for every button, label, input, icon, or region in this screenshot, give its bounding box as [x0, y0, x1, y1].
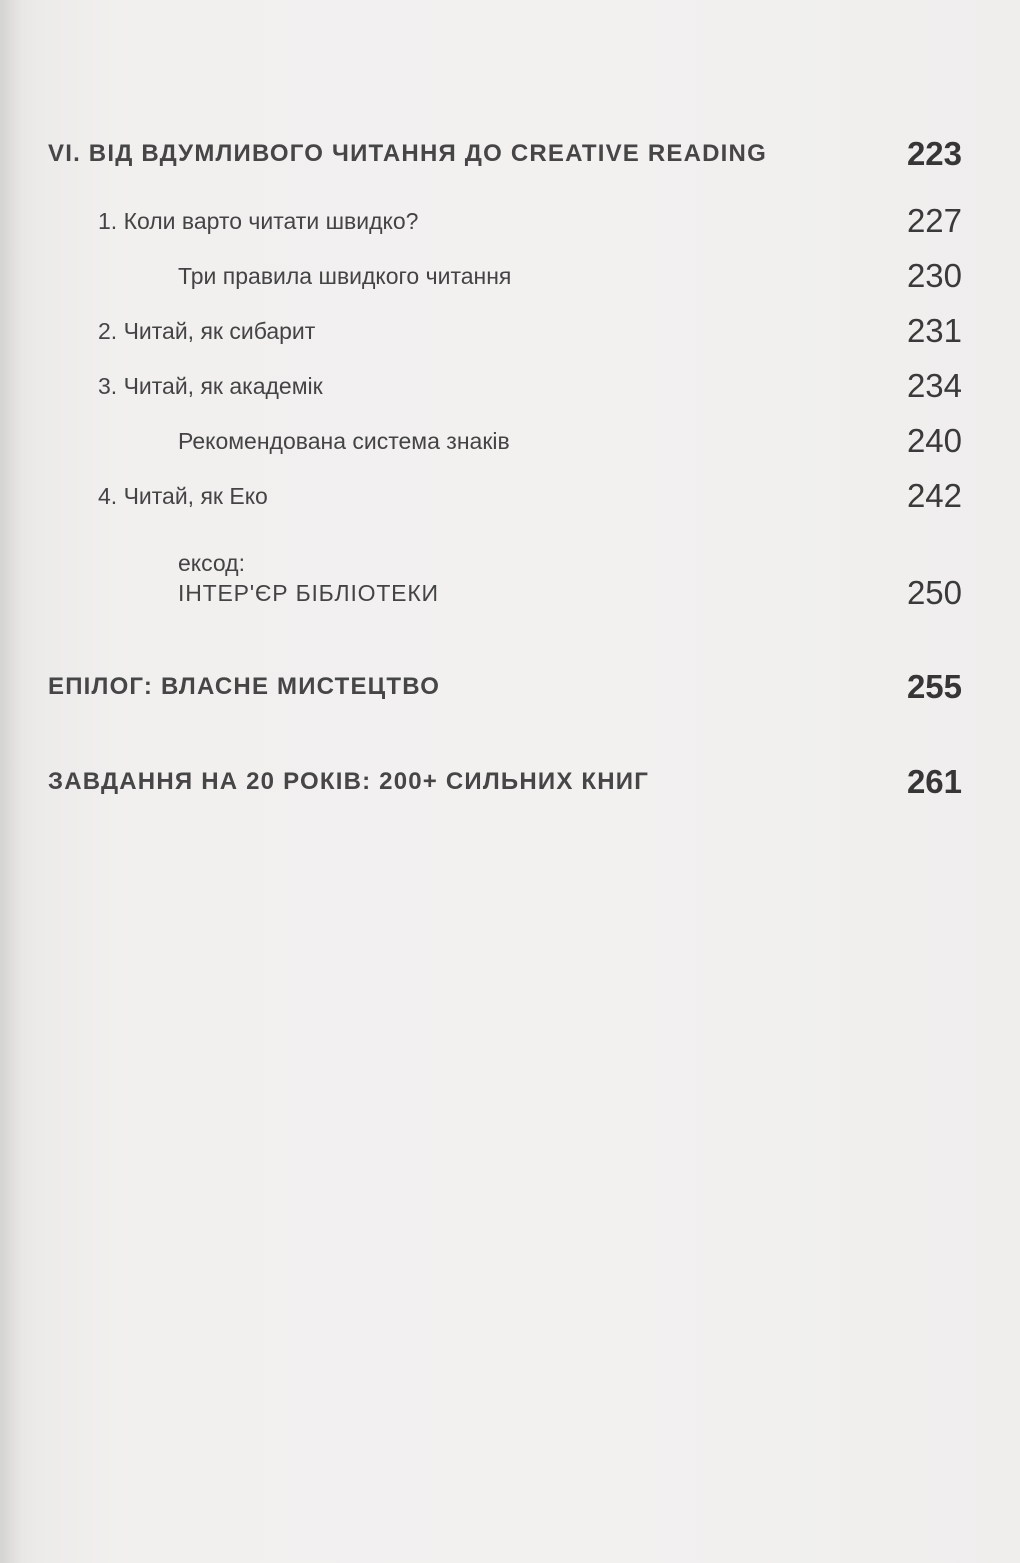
toc-entry-title: Три правила швидкого читання: [178, 263, 512, 289]
toc-entry-page-number: 242: [906, 477, 962, 514]
toc-entry-chapter-vi: [0, 135, 1020, 190]
toc-entry-page-number: 230: [906, 257, 962, 294]
toc-entry-title: ЕПІЛОГ: ВЛАСНЕ МИСТЕЦТВО: [48, 673, 441, 700]
toc-entry-page-number: 250: [906, 574, 962, 611]
toc-exod-label: ексод:: [178, 550, 245, 576]
toc-entry-title: 3. Читай, як академік: [98, 373, 323, 399]
toc-entry-item-3: [0, 367, 1020, 423]
toc-entry-title: Рекомендована система знаків: [178, 428, 510, 454]
toc-entry-item-4: [0, 477, 1020, 533]
toc-entry-title: VI. ВІД ВДУМЛИВОГО ЧИТАННЯ ДО CREATIVE READING: [48, 140, 767, 167]
toc-entry-item-1: [0, 202, 1020, 258]
toc-entry-title: ІНТЕР'ЄР БІБЛІОТЕКИ: [178, 580, 439, 606]
toc-entry-page-number: 227: [906, 202, 962, 239]
toc-entry-exod: [0, 574, 1020, 630]
toc-entry-title: 2. Читай, як сибарит: [98, 318, 316, 344]
toc-entry-page-number: 223: [906, 135, 962, 172]
toc-entry-page-number: 255: [906, 668, 962, 705]
toc-entry-title: 1. Коли варто читати швидко?: [98, 208, 419, 234]
toc-entry-item-3a: [0, 422, 1020, 478]
toc-entry-title: 4. Читай, як Еко: [98, 483, 268, 509]
toc-entry-page-number: 231: [906, 312, 962, 349]
toc-entry-item-2: [0, 312, 1020, 368]
toc-entry-task: [0, 763, 1020, 818]
toc-entry-epilogue: [0, 668, 1020, 723]
toc-entry-page-number: 234: [906, 367, 962, 404]
toc-entry-item-1a: [0, 257, 1020, 313]
toc-entry-title: ЗАВДАННЯ НА 20 РОКІВ: 200+ СИЛЬНИХ КНИГ: [48, 768, 650, 795]
toc-entry-page-number: 240: [906, 422, 962, 459]
toc-entry-page-number: 261: [906, 763, 962, 800]
